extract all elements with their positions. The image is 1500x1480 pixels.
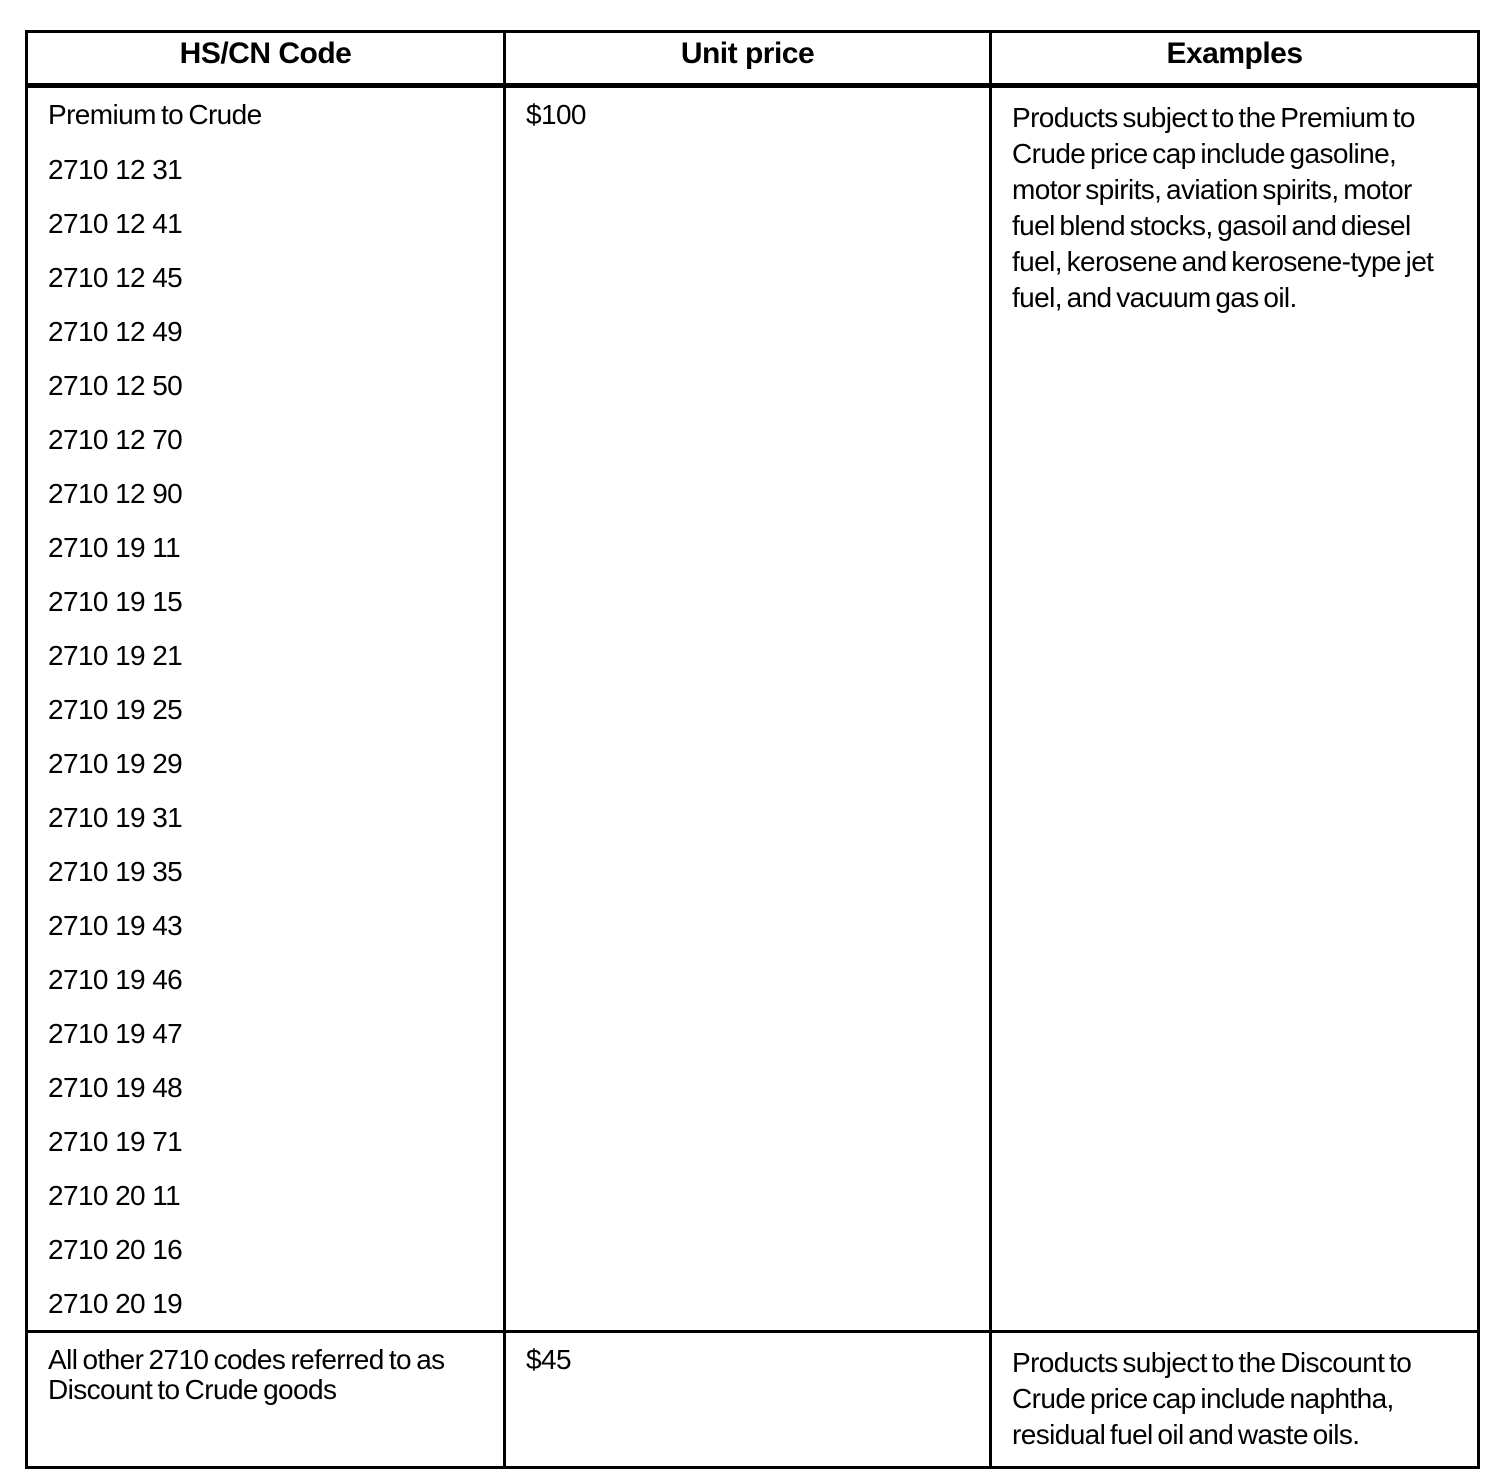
- code-line: 2710 19 11: [48, 532, 181, 563]
- code-line: 2710 12 70: [48, 424, 183, 455]
- code-line: 2710 20 11: [48, 1180, 181, 1211]
- code-line: 2710 12 31: [48, 154, 183, 185]
- code-line: 2710 19 48: [48, 1072, 183, 1103]
- cell-discount-examples: [991, 1332, 1479, 1468]
- code-line: 2710 19 46: [48, 964, 183, 995]
- code-line: 2710 19 25: [48, 694, 183, 725]
- header-row: [27, 32, 1479, 86]
- cell-premium-price: [505, 86, 991, 1332]
- code-line: 2710 12 50: [48, 370, 183, 401]
- examples-text: Products subject to the Premium to Crude price cap include gasoline, motor spirits, aviation spirits, motor fuel blend stocks, gasoil and diesel fuel, kerosene and kerosene-type jet fuel, and vacuum gas oil.: [1012, 102, 1434, 313]
- code-line: 2710 12 49: [48, 316, 183, 347]
- cell-premium-codes: [27, 86, 505, 1332]
- header-examples: Examples: [991, 32, 1479, 86]
- code-line: 2710 20 19: [48, 1288, 183, 1319]
- cell-discount-codes: [27, 1332, 505, 1468]
- code-line: 2710 19 15: [48, 586, 183, 617]
- category-label: All other 2710 codes referred to as Discount to Crude goods: [48, 1344, 445, 1405]
- price-cap-table: [25, 30, 1480, 1469]
- code-line: 2710 19 71: [48, 1126, 183, 1157]
- unit-price-value: $100: [526, 99, 586, 130]
- category-label: Premium to Crude: [48, 99, 262, 130]
- code-line: 2710 12 41: [48, 208, 183, 239]
- code-line: 2710 19 29: [48, 748, 183, 779]
- examples-text: Products subject to the Discount to Crude price cap include naphtha, residual fuel oil and waste oils.: [1012, 1347, 1412, 1450]
- code-line: 2710 19 31: [48, 802, 183, 833]
- code-line: 2710 19 47: [48, 1018, 183, 1049]
- unit-price-value: $45: [526, 1344, 571, 1375]
- code-line: 2710 19 43: [48, 910, 183, 941]
- cell-discount-price: [505, 1332, 991, 1468]
- header-hscn-code: HS/CN Code: [27, 32, 505, 86]
- table-row-premium: [27, 86, 1479, 1332]
- code-line: 2710 19 35: [48, 856, 183, 887]
- table-row-discount: [27, 1332, 1479, 1468]
- header-unit-price: Unit price: [505, 32, 991, 86]
- code-line: 2710 20 16: [48, 1234, 183, 1265]
- code-line: 2710 12 45: [48, 262, 183, 293]
- code-line: 2710 12 90: [48, 478, 183, 509]
- code-list: [48, 155, 485, 1318]
- cell-premium-examples: [991, 86, 1479, 1332]
- code-line: 2710 19 21: [48, 640, 183, 671]
